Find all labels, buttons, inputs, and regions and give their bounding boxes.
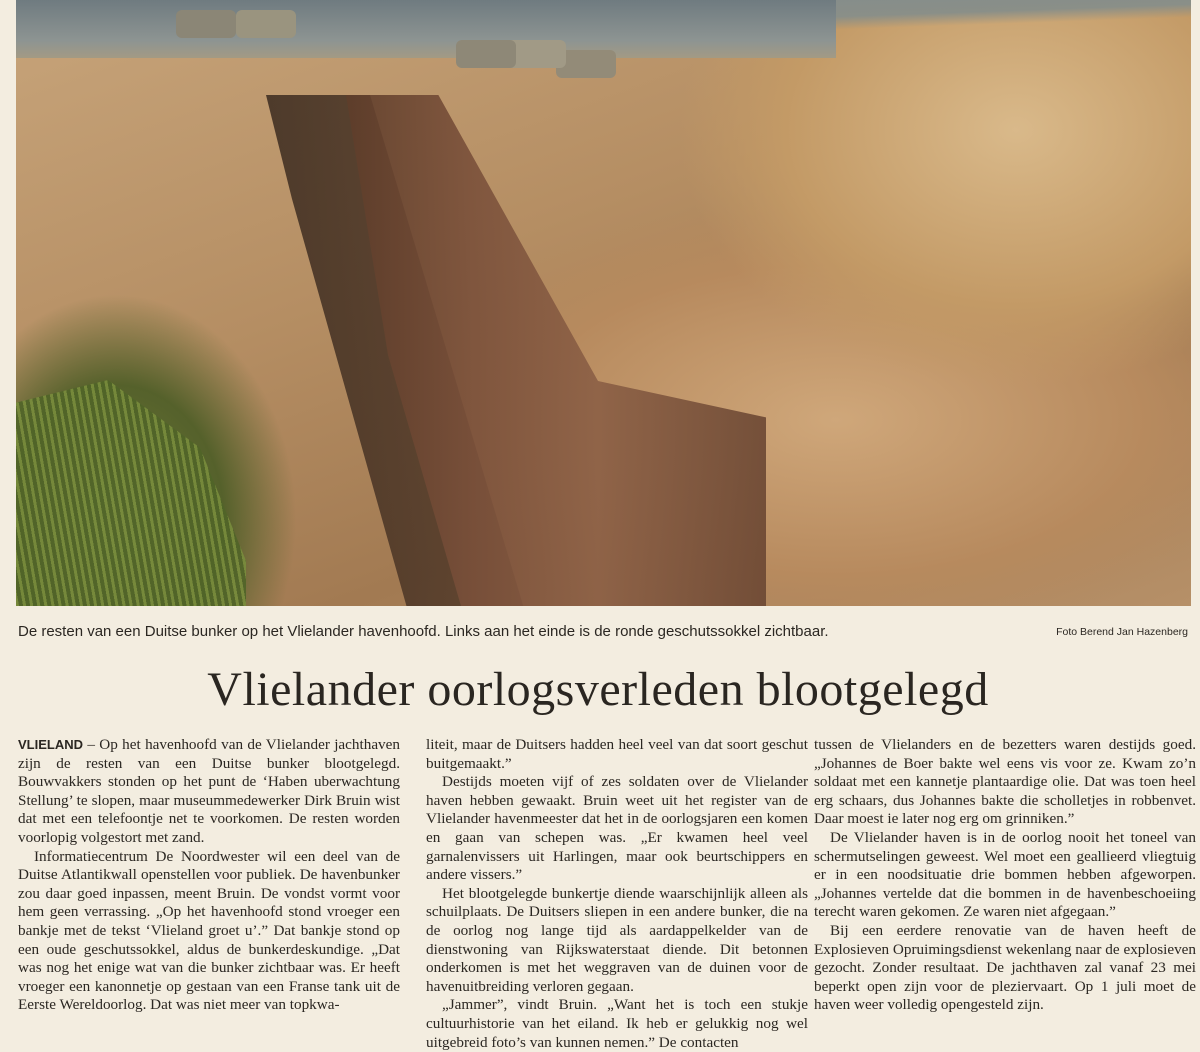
headline-text: Vlielander oorlogsverleden blootgelegd	[207, 663, 989, 716]
photo-grass	[16, 380, 246, 606]
photo-caption: De resten van een Duitse bunker op het Vlielander havenhoofd. Links aan het einde is de ronde geschutssokkel zichtbaar.	[18, 623, 829, 640]
article-column-2	[426, 736, 808, 1052]
paragraph: Bij een eerdere renovatie van de haven heeft de Explosieven Opruimingsdienst wekenlang naar de explosieven gezocht. Zonder resultaat. De jachthaven zal vanaf 23 mei beperkt open zijn voor de pleziervaart. Op 1 juli moet de haven weer volledig opengesteld zijn.	[814, 921, 1196, 1014]
dateline: VLIELAND	[18, 737, 83, 752]
paragraph: liteit, maar de Duitsers hadden heel veel van dat soort geschut buitgemaakt.”	[426, 736, 808, 772]
paragraph: Destijds moeten vijf of zes soldaten over de Vlielander haven hebben gewaakt. Bruin weet uit het register van de Vlielander havenmeester dat het in de oorlogsjaren een komen en gaan van schepen was. „Er kwamen heel veel garnalenvissers uit Harlingen, maar ook beurtschippers en andere vissers.”	[426, 773, 808, 884]
article-column-1	[18, 736, 400, 1015]
paragraph: Informatiecentrum De Noordwester wil een deel van de Duitse Atlantikwall openstellen voor publiek. De havenbunker zou daar goed inpassen, meent Bruin. De vondst vormt voor hem geen verrassing. „Op het havenhoofd stond vroeger een bankje met de tekst ‘Vlieland groet u’.” Dat bankje stond op een oude geschutssokkel, aldus de bunkerdeskundige. „Dat was nog het enige wat van die bunker zichtbaar was. Er heeft vroeger een kanonnetje op gestaan van een Franse tank uit de Eerste Wereldoorlog. Dat was niet meer van topkwa-	[18, 847, 400, 1014]
photo-stones	[176, 10, 236, 38]
photo-credit: Foto Berend Jan Hazenberg	[1056, 626, 1188, 638]
paragraph: „Jammer”, vindt Bruin. „Want het is toch een stukje cultuurhistorie van het eiland. Ik heb er gelukkig nog wel uitgebreid foto’s van kunnen nemen.” De contacten	[426, 996, 808, 1051]
paragraph: tussen de Vlielanders en de bezetters waren destijds goed. „Johannes de Boer bakte wel eens vis voor ze. Kwam zo’n soldaat met een kannetje plantaardige olie. Dat was toen heel erg schaars, dus Johannes bakte die scholletjes in robbenvet. Daar moest ie later nog erg om grinniken.”	[814, 736, 1196, 828]
paragraph	[18, 736, 400, 848]
article-photo	[16, 0, 1191, 606]
article-column-3	[814, 736, 1196, 1015]
paragraph-text: – Op het havenhoofd van de Vlielander jachthaven zijn de resten van een Duitse bunker blootgelegd. Bouwvakkers stonden op het punt de ‘Haben uberwachtung Stellung’ te slopen, maar museummedewerker Dirk Bruin wist dat met een telefoontje net te voorkomen. De resten worden voorlopig volgestort met zand.	[18, 736, 400, 846]
headline	[0, 660, 1200, 720]
paragraph: Het blootgelegde bunkertje diende waarschijnlijk alleen als schuilplaats. De Duitsers sliepen in een andere bunker, die na de oorlog nog lange tijd als aardappelkelder van de dienstwoning van Rijkswaterstaat diende. Dit betonnen onderkomen is met het weggraven van de duinen voor de havenuitbreiding verloren gegaan.	[426, 884, 808, 995]
photo-caption-bar	[18, 623, 1188, 647]
article-body	[18, 736, 1198, 1051]
paragraph: De Vlielander haven is in de oorlog nooit het toneel van schermutselingen geweest. Wel moet een geallieerd vliegtuig er in een noodsituatie drie bommen hebben afgeworpen. „Johannes vertelde dat die bommen in de havenbeschoeiing terecht waren gekomen. Ze waren niet afgegaan.”	[814, 828, 1196, 921]
photo-water	[16, 0, 836, 58]
